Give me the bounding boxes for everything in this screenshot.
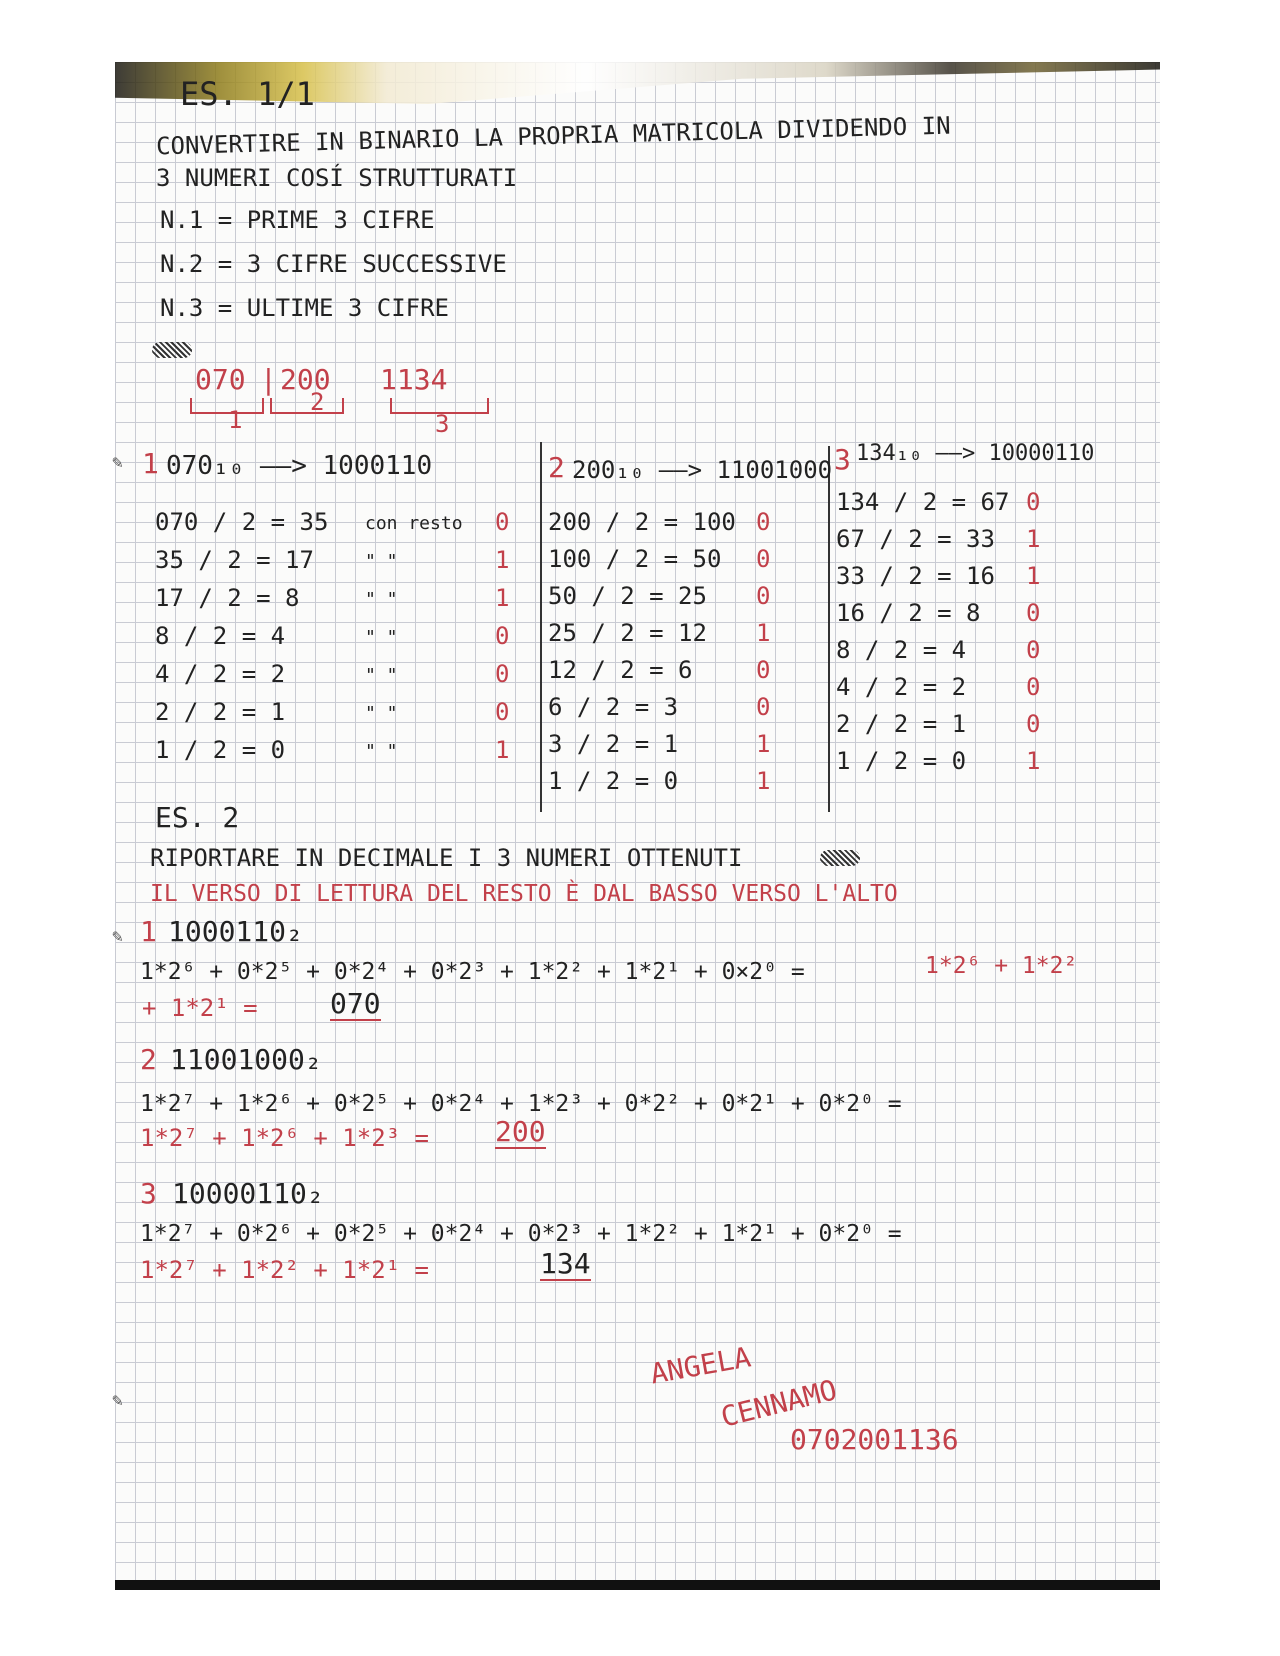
- col1-division-expr: 4 / 2 = 2: [155, 660, 286, 688]
- col2-number: 2: [548, 451, 565, 484]
- col1-division-note: " ": [365, 627, 398, 648]
- col1-division-note: con resto: [365, 513, 463, 534]
- b3-binary: 10000110₂: [172, 1177, 324, 1210]
- col3-division-expr: 33 / 2 = 16: [836, 562, 995, 590]
- group-1-label: 1: [228, 406, 243, 434]
- col2-remainder: 1: [756, 767, 771, 795]
- col1-division-expr: 2 / 2 = 1: [155, 698, 286, 726]
- col2-division-expr: 50 / 2 = 25: [548, 582, 707, 610]
- b2-expansion: 1*2⁷ + 1*2⁶ + 0*2⁵ + 0*2⁴ + 1*2³ + 0*2² + 0*2¹ + 0*2⁰ =: [140, 1091, 902, 1117]
- notebook-sheet: [115, 62, 1160, 1586]
- scribble-mark: [820, 850, 860, 866]
- col2-division-expr: 6 / 2 = 3: [548, 693, 679, 721]
- es2-title: ES. 2: [155, 801, 240, 834]
- col2-remainder: 0: [756, 545, 771, 573]
- column-divider-2: [828, 446, 830, 812]
- col3-remainder: 0: [1026, 673, 1041, 701]
- col2-remainder: 1: [756, 619, 771, 647]
- col2-division-expr: 12 / 2 = 6: [548, 656, 693, 684]
- col3-header: 134₁₀ ——> 10000110: [856, 441, 1095, 466]
- group-3-label: 3: [435, 410, 450, 438]
- group-1-digits: 070: [195, 363, 246, 396]
- col3-division-expr: 8 / 2 = 4: [836, 636, 967, 664]
- group-3-digits: 1134: [380, 363, 448, 396]
- b2-red-terms: 1*2⁷ + 1*2⁶ + 1*2³ =: [140, 1124, 429, 1152]
- group-2-label: 2: [310, 388, 325, 416]
- col3-remainder: 0: [1026, 599, 1041, 627]
- group-2-digits: 200: [280, 363, 331, 396]
- col3-division-expr: 4 / 2 = 2: [836, 673, 967, 701]
- col1-division-expr: 35 / 2 = 17: [155, 546, 314, 574]
- col1-remainder: 1: [495, 584, 510, 612]
- col2-division-expr: 200 / 2 = 100: [548, 508, 736, 536]
- signature-first-name: ANGELA: [647, 1340, 754, 1391]
- col2-division-expr: 25 / 2 = 12: [548, 619, 707, 647]
- col1-remainder: 0: [495, 622, 510, 650]
- col1-remainder: 1: [495, 546, 510, 574]
- col2-remainder: 0: [756, 656, 771, 684]
- col3-remainder: 1: [1026, 747, 1041, 775]
- col1-number: 1: [142, 447, 159, 480]
- es1-title: ES. 1/1: [180, 75, 315, 113]
- b3-result: 134: [540, 1247, 591, 1280]
- col3-remainder: 1: [1026, 562, 1041, 590]
- b3-number: 3: [140, 1177, 157, 1210]
- col2-remainder: 0: [756, 582, 771, 610]
- b3-expansion: 1*2⁷ + 0*2⁶ + 0*2⁵ + 0*2⁴ + 0*2³ + 1*2² + 1*2¹ + 0*2⁰ =: [140, 1221, 902, 1247]
- col3-remainder: 0: [1026, 710, 1041, 738]
- col2-remainder: 1: [756, 730, 771, 758]
- col3-remainder: 0: [1026, 636, 1041, 664]
- b1-result: 070: [330, 987, 381, 1020]
- col2-division-expr: 1 / 2 = 0: [548, 767, 679, 795]
- b3-red-terms: 1*2⁷ + 1*2² + 1*2¹ =: [140, 1256, 429, 1284]
- col3-division-expr: 67 / 2 = 33: [836, 525, 995, 553]
- col3-division-expr: 1 / 2 = 0: [836, 747, 967, 775]
- es1-instruction-line1: CONVERTIRE IN BINARIO LA PROPRIA MATRICOLA DIVIDENDO IN: [155, 111, 951, 161]
- col2-division-expr: 100 / 2 = 50: [548, 545, 722, 573]
- es2-reading-note: IL VERSO DI LETTURA DEL RESTO È DAL BASSO VERSO L'ALTO: [150, 881, 898, 907]
- group-separator: |: [260, 363, 277, 396]
- es1-instruction-line2: 3 NUMERI COSÍ STRUTTURATI: [156, 164, 518, 192]
- col3-division-expr: 16 / 2 = 8: [836, 599, 981, 627]
- b1-red-terms: 1*2⁶ + 1*2²: [925, 953, 1078, 979]
- b1-binary: 1000110₂: [168, 915, 303, 948]
- col1-division-expr: 17 / 2 = 8: [155, 584, 300, 612]
- b1-expansion: 1*2⁶ + 0*2⁵ + 0*2⁴ + 0*2³ + 1*2² + 1*2¹ + 0×2⁰ =: [140, 959, 805, 985]
- col1-division-note: " ": [365, 551, 398, 572]
- col1-remainder: 0: [495, 660, 510, 688]
- col3-division-expr: 134 / 2 = 67: [836, 488, 1010, 516]
- col1-division-expr: 070 / 2 = 35: [155, 508, 329, 536]
- group-1-bracket: [190, 398, 264, 414]
- margin-mark: ✎: [112, 1390, 123, 1411]
- margin-mark: ✎: [112, 452, 123, 473]
- col1-division-note: " ": [365, 703, 398, 724]
- b2-result: 200: [495, 1115, 546, 1148]
- es1-n3: N.3 = ULTIME 3 CIFRE: [160, 294, 449, 322]
- col2-header: 200₁₀ ——> 11001000: [572, 456, 833, 484]
- col3-division-expr: 2 / 2 = 1: [836, 710, 967, 738]
- col1-header: 070₁₀ ——> 1000110: [166, 451, 433, 481]
- col3-number: 3: [834, 443, 851, 476]
- scribble-mark: [152, 342, 192, 358]
- es1-n1: N.1 = PRIME 3 CIFRE: [160, 206, 435, 234]
- es1-n2: N.2 = 3 CIFRE SUCCESSIVE: [160, 250, 507, 278]
- col2-division-expr: 3 / 2 = 1: [548, 730, 679, 758]
- b2-binary: 11001000₂: [170, 1043, 322, 1076]
- col1-remainder: 1: [495, 736, 510, 764]
- group-2-bracket: [270, 398, 344, 414]
- signature-student-id: 0702001136: [790, 1423, 959, 1456]
- col1-division-expr: 8 / 2 = 4: [155, 622, 286, 650]
- col1-remainder: 0: [495, 508, 510, 536]
- column-divider-1: [540, 442, 542, 812]
- col3-remainder: 0: [1026, 488, 1041, 516]
- col1-division-note: " ": [365, 741, 398, 762]
- col1-remainder: 0: [495, 698, 510, 726]
- es2-instruction: RIPORTARE IN DECIMALE I 3 NUMERI OTTENUTI: [150, 844, 743, 872]
- col1-division-expr: 1 / 2 = 0: [155, 736, 286, 764]
- col1-division-note: " ": [365, 665, 398, 686]
- signature-last-name: CENNAMO: [717, 1373, 841, 1434]
- col2-remainder: 0: [756, 508, 771, 536]
- col2-remainder: 0: [756, 693, 771, 721]
- b2-number: 2: [140, 1043, 157, 1076]
- b1-number: 1: [140, 915, 157, 948]
- b1-red-terms-cont: + 1*2¹ =: [142, 994, 258, 1022]
- col1-division-note: " ": [365, 589, 398, 610]
- margin-mark: ✎: [112, 926, 123, 947]
- page-bottom-edge: [115, 1580, 1160, 1590]
- col3-remainder: 1: [1026, 525, 1041, 553]
